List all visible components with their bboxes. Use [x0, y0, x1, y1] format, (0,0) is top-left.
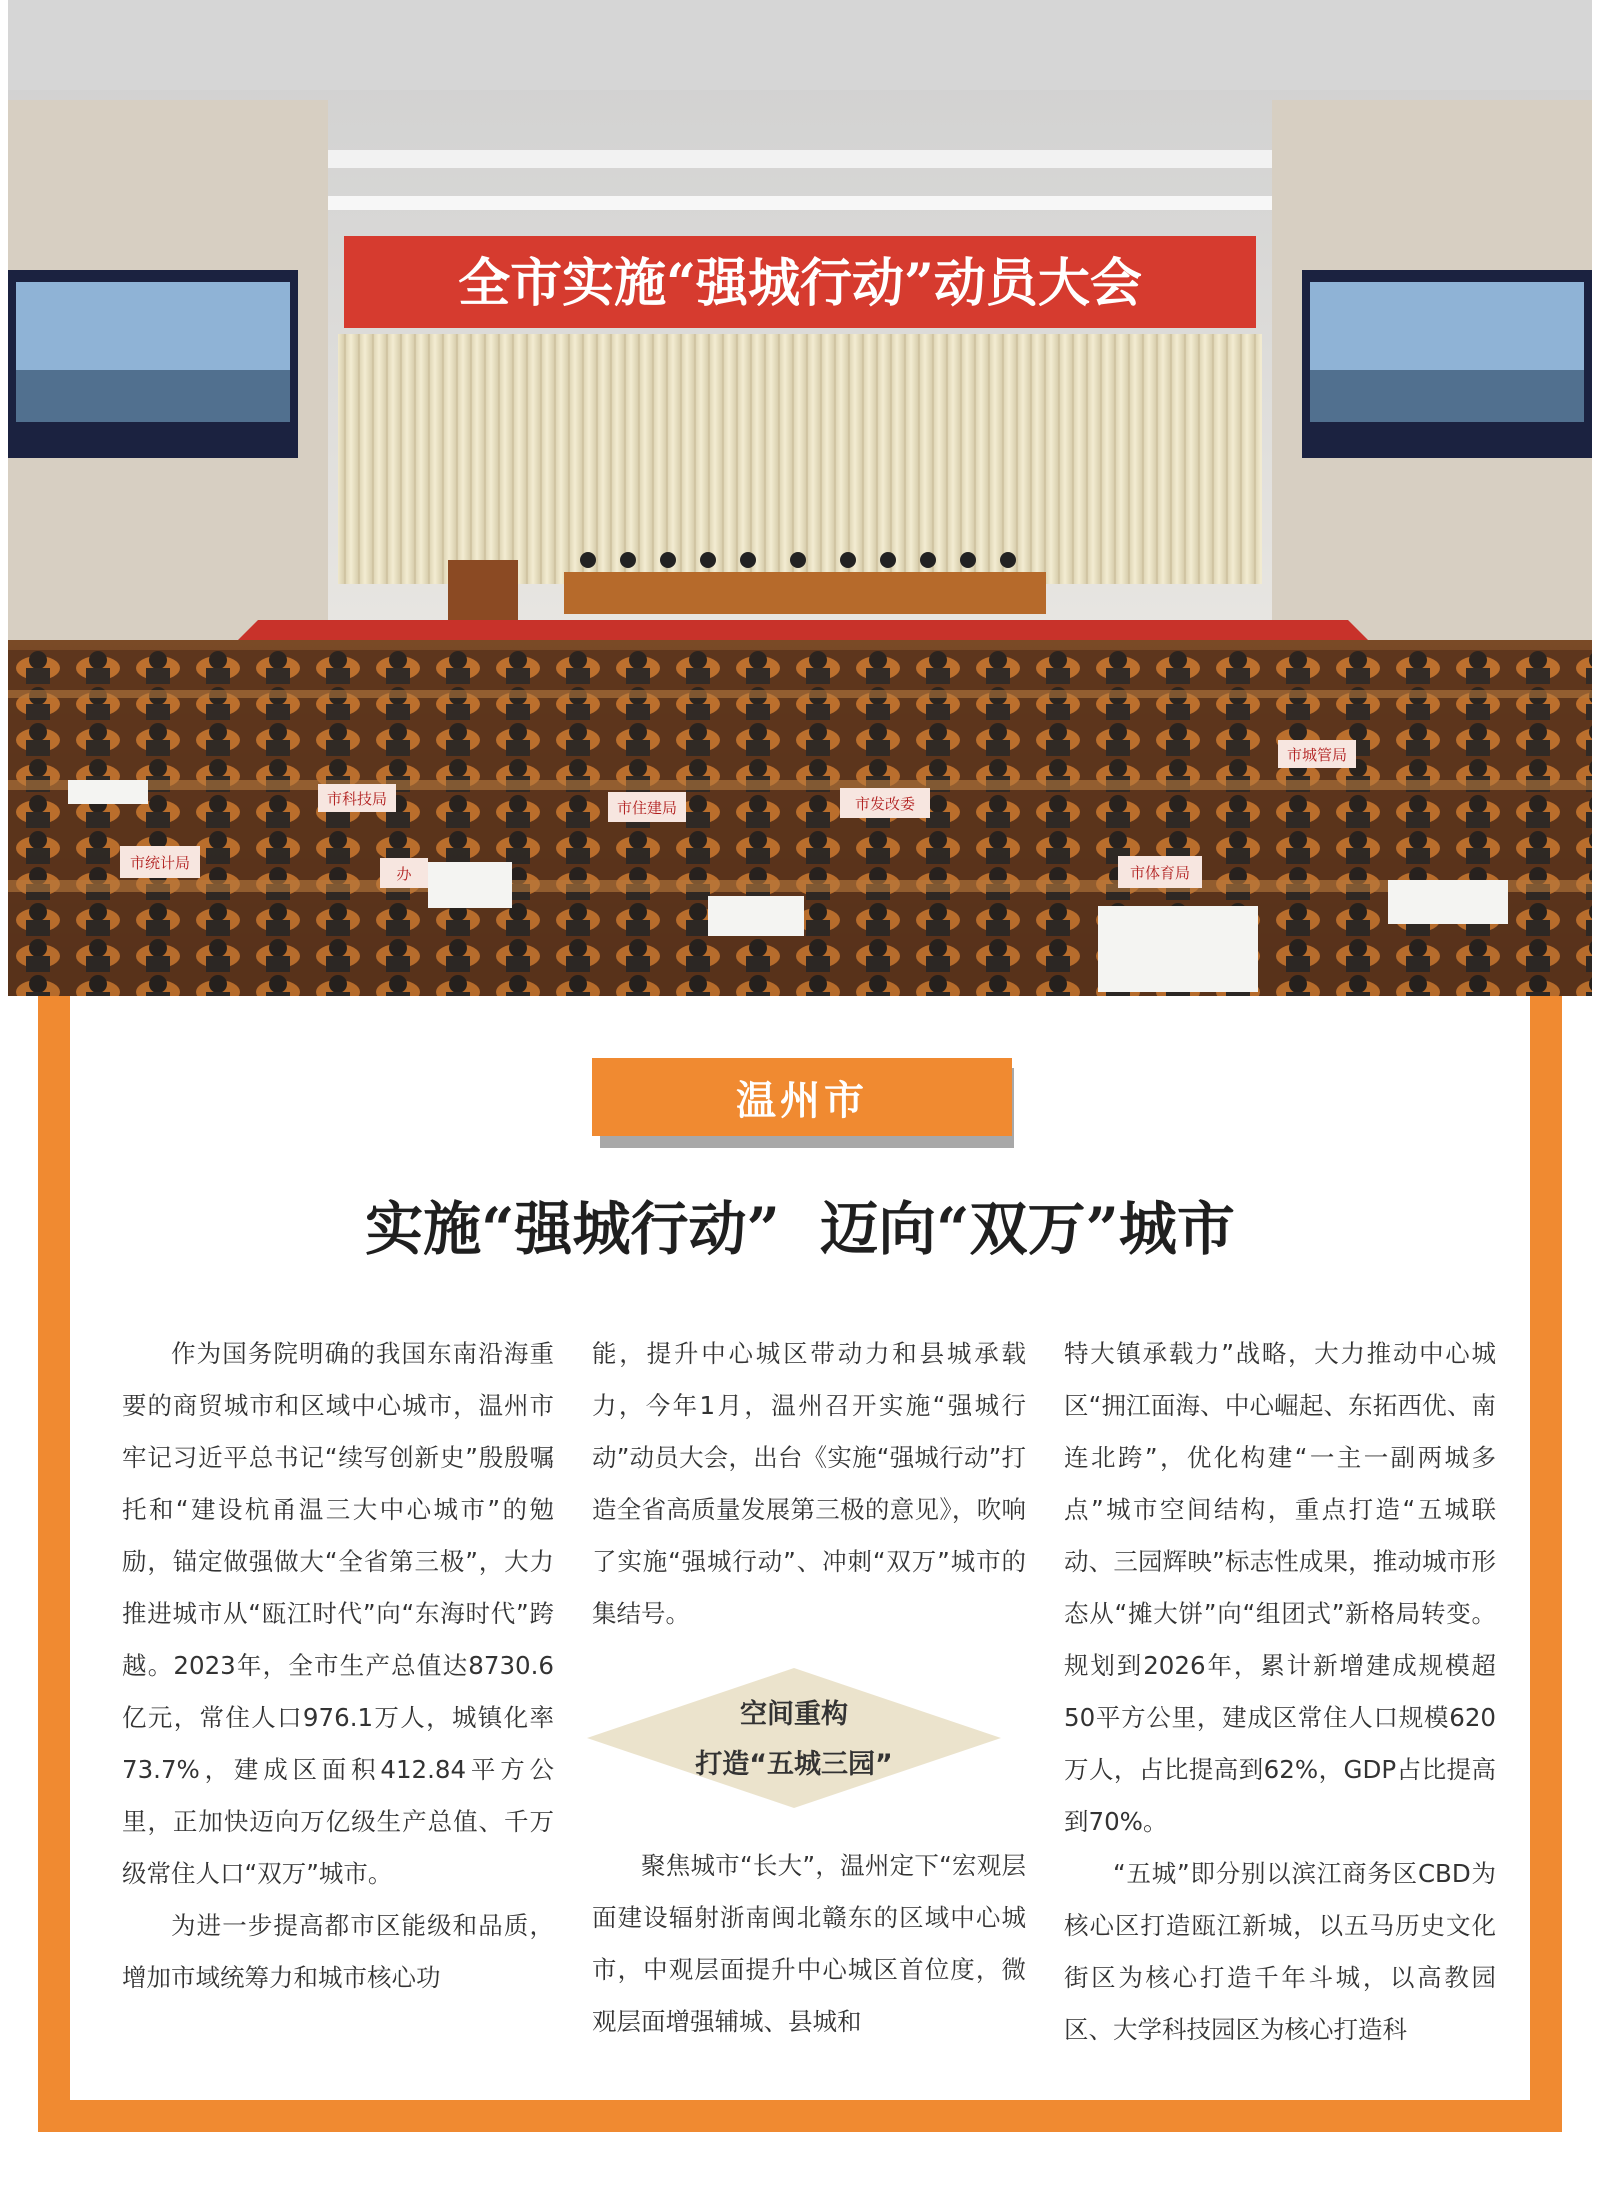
- article-column-2: [592, 1328, 1026, 1640]
- subhead-line-2: 打造“五城三园”: [695, 1749, 893, 1780]
- name-card: 市科技局: [326, 790, 388, 808]
- article-headline: 实施“强城行动” 迈向“双万”城市: [365, 1195, 1235, 1263]
- subhead-line-1: 空间重构: [740, 1699, 848, 1730]
- article-column-1: [122, 1328, 554, 2004]
- paragraph: 聚焦城市“长大”，温州定下“宏观层面建设辐射浙南闽北赣东的区域中心城市，中观层面提升中心城区首位度，微观层面增强辅城、县城和: [592, 1851, 1026, 2036]
- paragraph: 特大镇承载力”战略，大力推动中心城区“拥江面海、中心崛起、东拓西优、南连北跨”，优化构建“一主一副两城多点”城市空间结构，重点打造“五城联动、三园辉映”标志性成果，推动城市形态从“摊大饼”向“组团式”新格局转变。规划到2026年，累计新增建成规模超50平方公里，建成区常住人口规模620万人，占比提高到62%，GDP占比提高到70%。: [1064, 1339, 1496, 1836]
- paragraph: 作为国务院明确的我国东南沿海重要的商贸城市和区域中心城市，温州市牢记习近平总书记“续写创新史”殷殷嘱托和“建设杭甬温三大中心城市”的勉励，锚定做强做大“全省第三极”，大力推进城市从“瓯江时代”向“东海时代”跨越。2023年，全市生产总值达8730.6亿元，常住人口976.1万人，城镇化率73.7%，建成区面积412.84平方公里，正加快迈向万亿级生产总值、千万级常住人口“双万”城市。: [122, 1339, 554, 1888]
- right-screen: [1302, 270, 1592, 458]
- left-screen: [8, 270, 298, 458]
- name-card: 市体育局: [1129, 864, 1191, 882]
- paragraph: “五城”即分别以滨江商务区CBD为核心区打造瓯江新城，以五马历史文化街区为核心打造千年斗城，以高教园区、大学科技园区为核心打造科: [1064, 1859, 1496, 2044]
- name-card: 市统计局: [129, 854, 191, 872]
- paragraph: 为进一步提高都市区能级和品质，增加市域统筹力和城市核心功: [122, 1911, 554, 1992]
- name-card: 市发改委: [854, 795, 916, 813]
- stage-curtain: [338, 334, 1262, 584]
- name-card: 办: [396, 865, 412, 883]
- podium: [448, 560, 518, 620]
- paragraph: 能，提升中心城区带动力和县城承载力，今年1月，温州召开实施“强城行动”动员大会，出台《实施“强城行动”打造全省高质量发展第三极的意见》，吹响了实施“强城行动”、冲刺“双万”城市的集结号。: [592, 1339, 1026, 1628]
- section-subhead: [587, 1668, 1001, 1808]
- presidium-table: [564, 572, 1046, 614]
- conference-photo: [8, 0, 1592, 996]
- article-column-3: [1064, 1328, 1496, 2056]
- name-card: 市住建局: [616, 799, 678, 817]
- name-card: 市城管局: [1286, 746, 1348, 764]
- city-label: 温州市: [592, 1058, 1012, 1136]
- banner-text: 全市实施“强城行动”动员大会: [458, 253, 1142, 314]
- article-column-2-lower: [592, 1840, 1026, 2048]
- frame-bottom-border: [38, 2100, 1562, 2132]
